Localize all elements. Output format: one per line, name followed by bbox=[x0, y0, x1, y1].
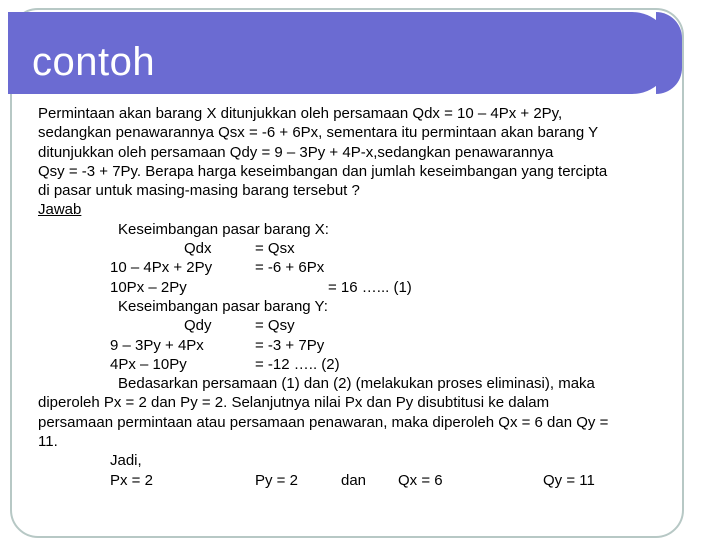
conclusion-line bbox=[38, 393, 688, 412]
text-segment: 10Px – 2Py bbox=[110, 278, 187, 296]
text-segment: Keseimbangan pasar barang Y: bbox=[118, 297, 328, 315]
result-dan: dan bbox=[341, 471, 367, 489]
text-segment: = Qsy bbox=[255, 317, 295, 335]
result-px: Px = 2 bbox=[110, 471, 153, 489]
eq-y-row bbox=[38, 316, 688, 335]
text-segment: Qdx bbox=[184, 240, 212, 258]
text-segment: Qdy bbox=[184, 317, 212, 335]
text-segment: sedangkan penawarannya Qsx = -6 + 6Px, sementara itu permintaan akan barang Y bbox=[38, 124, 599, 142]
text-segment: = 16 …... (1) bbox=[328, 278, 412, 296]
conclusion-line bbox=[38, 413, 688, 432]
results-row bbox=[38, 471, 688, 490]
problem-line bbox=[38, 104, 688, 123]
text-segment: di pasar untuk masing-masing barang tersebut ? bbox=[38, 182, 360, 200]
result-qy: Qy = 11 bbox=[543, 471, 595, 489]
text-segment: = Qsx bbox=[255, 240, 295, 258]
jadi-label bbox=[38, 451, 688, 470]
text-segment: 10 – 4Px + 2Py bbox=[110, 259, 213, 277]
slide-title: contoh bbox=[32, 40, 156, 84]
slide-body bbox=[38, 104, 688, 490]
text-segment: = -6 + 6Px bbox=[255, 259, 325, 277]
eq-x-row bbox=[38, 258, 688, 277]
eq-y-heading bbox=[38, 297, 688, 316]
text-segment: Keseimbangan pasar barang X: bbox=[118, 220, 329, 238]
text-segment: ditunjukkan oleh persamaan Qdy = 9 – 3Py + 4P-x,sedangkan penawarannya bbox=[38, 143, 554, 161]
conclusion-line bbox=[38, 432, 688, 451]
text-segment: 4Px – 10Py bbox=[110, 355, 187, 373]
text-segment: = -3 + 7Py bbox=[255, 336, 325, 354]
eq-y-row bbox=[38, 336, 688, 355]
text-segment: = -12 ….. (2) bbox=[255, 355, 340, 373]
eq-y-row bbox=[38, 355, 688, 374]
text-segment: 11. bbox=[38, 433, 58, 451]
result-py: Py = 2 bbox=[255, 471, 298, 489]
text-segment: persamaan permintaan atau persamaan penawaran, maka diperoleh Qx = 6 dan Qy = bbox=[38, 413, 609, 431]
eq-x-row bbox=[38, 278, 688, 297]
title-bar bbox=[8, 12, 672, 94]
text-segment: Jadi, bbox=[110, 452, 142, 470]
problem-line bbox=[38, 162, 688, 181]
text-segment: diperoleh Px = 2 dan Py = 2. Selanjutnya nilai Px dan Py disubtitusi ke dalam bbox=[38, 394, 550, 412]
text-segment: Permintaan akan barang X ditunjukkan oleh persamaan Qdx = 10 – 4Px + 2Py, bbox=[38, 105, 563, 122]
conclusion-line bbox=[38, 374, 688, 393]
eq-x-row bbox=[38, 239, 688, 258]
result-qx: Qx = 6 bbox=[398, 471, 443, 489]
text-segment: Jawab bbox=[38, 201, 82, 219]
text-segment: 9 – 3Py + 4Px bbox=[110, 336, 204, 354]
text-segment: Qsy = -3 + 7Py. Berapa harga keseimbangan dan jumlah keseimbangan yang tercipta bbox=[38, 162, 608, 180]
text-segment: Bedasarkan persamaan (1) dan (2) (melakukan proses eliminasi), maka bbox=[118, 375, 595, 393]
problem-line bbox=[38, 143, 688, 162]
problem-line bbox=[38, 123, 688, 142]
problem-line bbox=[38, 181, 688, 200]
answer-label bbox=[38, 200, 688, 219]
eq-x-heading bbox=[38, 220, 688, 239]
